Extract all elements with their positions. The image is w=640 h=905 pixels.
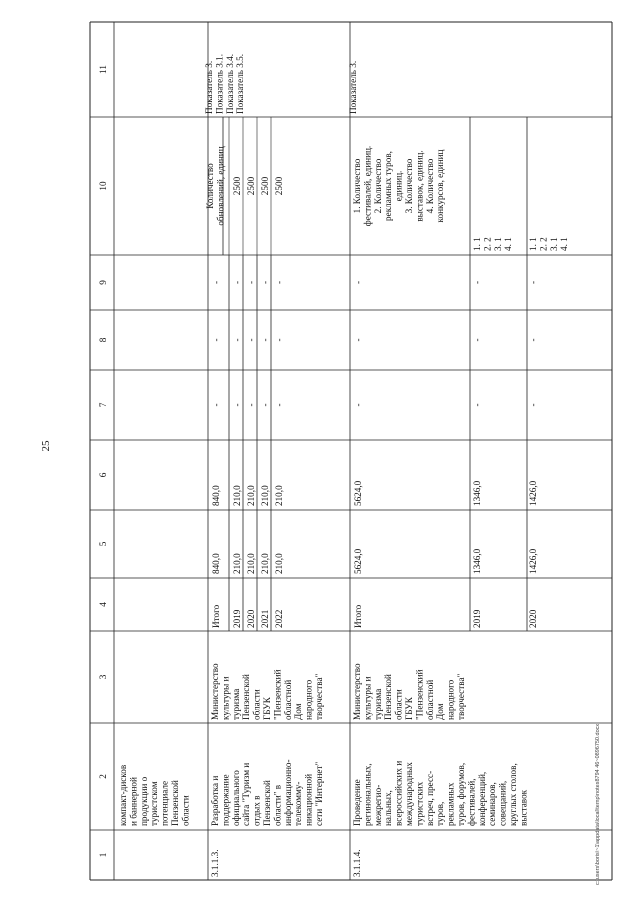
item-3113-description: телекомму-	[293, 781, 304, 826]
item-3113-link: Показатель 3.1.	[214, 53, 225, 114]
item-3113-col8: -	[274, 338, 284, 342]
item-3114-executor: Пензенской	[383, 674, 394, 720]
column-number-5: 5	[98, 541, 108, 547]
item-3114-executor: "Пензенский	[414, 669, 425, 720]
item-3114-col9: -	[472, 280, 482, 285]
item-3114-executor: Министерство	[352, 663, 362, 720]
item-3114-description: регинональных,	[362, 763, 373, 826]
item-3114-description: межрегио-	[372, 784, 383, 826]
continuation-description: потенциале	[159, 780, 170, 826]
item-3114-indicator-2020: 1. 1	[528, 237, 538, 251]
item-3114-indicator-label: 4. Количество	[424, 158, 435, 214]
item-3114-year: 2019	[472, 609, 482, 628]
item-3114-executor: народного	[445, 679, 456, 720]
item-3114-description: круглых столов,	[508, 763, 518, 826]
item-3113-year: 2020	[246, 609, 256, 628]
item-3113-col9: -	[274, 280, 284, 285]
item-3113-executor: туризма	[230, 688, 241, 720]
item-3114-regional: 1346,0	[472, 480, 482, 506]
item-3114-indicator-label: конкурсов, единиц	[435, 149, 446, 223]
item-3114-indicator-2019: 1. 1	[472, 237, 482, 251]
item-3114-indicator-2019: 2. 2	[482, 237, 493, 251]
item-3113-regional: 840,0	[211, 485, 221, 506]
item-3113-total: 210,0	[260, 553, 270, 574]
item-3113-col7: -	[260, 403, 270, 407]
item-3113-col7: -	[232, 403, 242, 407]
continuation-description: туристском	[149, 781, 160, 826]
column-number-8: 8	[98, 337, 108, 343]
column-number-9: 9	[98, 280, 108, 285]
item-3113-indicator-value: 2500	[246, 176, 256, 196]
item-3114-indicator-label: 2. Количество	[372, 158, 383, 214]
item-3113-executor: культуры и	[220, 676, 231, 720]
item-3113-indicator-value: 2500	[274, 176, 284, 196]
item-3114-col7: -	[353, 403, 363, 407]
item-3114-executor: культуры и	[362, 676, 373, 720]
continuation-description: и баннерной	[128, 777, 139, 826]
item-3114-id: 3.1.1.4.	[352, 849, 362, 877]
item-3113-col8: -	[232, 338, 242, 342]
item-3113-executor: творчества"	[314, 673, 324, 720]
item-3113-link: Показатель 3.4.	[224, 53, 235, 114]
item-3113-description: никационной	[303, 773, 314, 826]
column-number-7: 7	[98, 402, 108, 408]
item-3113-description: поддержание	[220, 774, 231, 826]
footer-file-path: c:\users\boris\~1\appdata\local\temp\notes8794 46~0896750.docx	[595, 723, 601, 885]
item-3113-description: сети "Интернет"	[314, 761, 324, 826]
item-3113-year: 2022	[274, 609, 284, 628]
item-3114-total: 1346,0	[472, 548, 482, 574]
item-3113-description: отдых в	[251, 795, 262, 826]
item-3114-description: Проведение	[352, 779, 362, 826]
item-3113-id: 3.1.1.3.	[210, 849, 220, 877]
item-3114-executor: туризма	[372, 688, 383, 720]
item-3113-indicator-value: 2500	[260, 176, 270, 196]
column-number-4: 4	[98, 602, 108, 607]
column-number-6: 6	[98, 472, 108, 478]
item-3113-executor: "Пензенский	[272, 669, 283, 720]
item-3114-link: Показатель 3.	[348, 60, 358, 114]
item-3114-description: выставок	[518, 789, 529, 826]
item-3114-total: 1426,0	[528, 548, 538, 574]
item-3114-col8: -	[528, 338, 538, 342]
item-3114-description: конференций,	[476, 771, 487, 826]
continuation-description: области	[180, 795, 191, 826]
item-3114-col8: -	[353, 338, 363, 342]
item-3114-executor: Дом	[435, 703, 446, 720]
item-3113-col7: -	[211, 403, 221, 407]
item-3113-regional: 210,0	[274, 485, 284, 506]
item-3114-col9: -	[528, 280, 538, 285]
item-3114-description: встреч, пресс-	[424, 770, 435, 826]
item-3114-description: нальных,	[383, 790, 394, 826]
item-3113-col7: -	[274, 403, 284, 407]
item-3114-description: туров,	[435, 801, 446, 826]
item-3114-indicator-label: единиц.	[393, 170, 404, 202]
item-3114-indicator-2019: 4. 1	[503, 237, 514, 251]
column-number-10: 10	[98, 181, 108, 191]
item-3113-executor: Дом	[293, 703, 304, 720]
item-3113-col7: -	[246, 403, 256, 407]
item-3113-col9: -	[246, 280, 256, 285]
item-3113-link: Показатель 3.5.	[235, 53, 246, 114]
item-3113-total: 210,0	[232, 553, 242, 574]
item-3113-description: области" в	[272, 784, 283, 826]
item-3114-description: международных	[404, 762, 414, 826]
item-3114-executor: ГБУК	[404, 697, 414, 720]
item-3114-indicator-2020: 4. 1	[559, 237, 570, 251]
item-3114-regional: 1426,0	[528, 480, 538, 506]
item-3113-executor: ГБУК	[262, 697, 272, 720]
item-3113-indicator-label: обновлений, единиц	[215, 146, 226, 226]
item-3113-total: 210,0	[246, 553, 256, 574]
item-3114-description: туристских	[414, 781, 425, 826]
item-3113-link: Показатель 3.	[204, 60, 214, 114]
item-3114-description: рекламных	[445, 782, 456, 826]
item-3114-col7: -	[472, 403, 482, 407]
item-3114-indicator-label: 1. Количество	[352, 158, 362, 214]
item-3113-year: 2021	[260, 609, 270, 628]
item-3114-description: туров, форумов,	[456, 762, 466, 826]
page-number: 25	[40, 440, 52, 452]
column-number-2: 2	[98, 774, 108, 779]
item-3113-executor: областной	[282, 679, 293, 720]
item-3114-description: фестивалей,	[466, 778, 477, 826]
item-3114-col9: -	[353, 280, 363, 285]
column-number-3: 3	[98, 674, 108, 680]
item-3113-col8: -	[211, 338, 221, 342]
item-3113-year: Итого	[211, 604, 221, 628]
item-3114-description: совещаний,	[497, 780, 508, 826]
item-3113-description: Пензенской	[262, 780, 272, 826]
item-3114-year: Итого	[353, 604, 363, 628]
item-3114-total: 5624,0	[353, 548, 363, 574]
item-3113-regional: 210,0	[232, 485, 242, 506]
item-3114-executor: областной	[424, 679, 435, 720]
continuation-description: Пензенской	[170, 780, 180, 826]
item-3114-indicator-2020: 2. 2	[538, 237, 549, 251]
item-3113-description: информационно-	[282, 759, 293, 826]
item-3114-executor: области	[393, 689, 404, 720]
item-3113-description: сайта "Туризм и	[241, 762, 252, 826]
continuation-description: компакт-дисков	[118, 764, 128, 826]
item-3114-year: 2020	[528, 609, 538, 628]
item-3113-indicator-label: Количество	[205, 163, 215, 209]
item-3114-col8: -	[472, 338, 482, 342]
item-3114-indicator-2020: 3. 1	[548, 237, 559, 251]
item-3113-executor: народного	[303, 679, 314, 720]
item-3114-regional: 5624,0	[353, 480, 363, 506]
item-3114-description: всероссийских и	[393, 760, 404, 826]
item-3113-col8: -	[260, 338, 270, 342]
column-number-11: 11	[98, 65, 108, 74]
item-3113-regional: 210,0	[260, 485, 270, 506]
item-3113-total: 840,0	[211, 553, 221, 574]
item-3113-description: Разработка и	[210, 775, 220, 826]
item-3114-indicator-label: 3. Количество	[404, 158, 414, 214]
item-3114-executor: творчества"	[456, 673, 466, 720]
column-number-1: 1	[98, 852, 108, 858]
item-3113-col9: -	[260, 280, 270, 285]
item-3113-col9: -	[211, 280, 221, 285]
item-3113-executor: Министерство	[210, 663, 220, 720]
item-3113-col8: -	[246, 338, 256, 342]
item-3113-regional: 210,0	[246, 485, 256, 506]
item-3114-col7: -	[528, 403, 538, 407]
item-3114-indicator-label: фестивалей, единиц.	[362, 145, 373, 227]
item-3114-description: семинаров,	[487, 782, 498, 826]
item-3113-description: официального	[230, 770, 241, 826]
item-3114-indicator-2019: 3. 1	[492, 237, 503, 251]
item-3114-indicator-label: рекламных туров,	[383, 151, 394, 221]
item-3113-year: 2019	[232, 609, 242, 628]
continuation-description: продукции о	[138, 776, 149, 826]
item-3113-total: 210,0	[274, 553, 284, 574]
item-3113-indicator-value: 2500	[232, 176, 242, 196]
item-3113-col9: -	[232, 280, 242, 285]
item-3113-executor: Пензенской	[241, 674, 252, 720]
item-3114-indicator-label: выставок, единиц.	[414, 150, 425, 222]
item-3113-executor: области	[251, 689, 262, 720]
